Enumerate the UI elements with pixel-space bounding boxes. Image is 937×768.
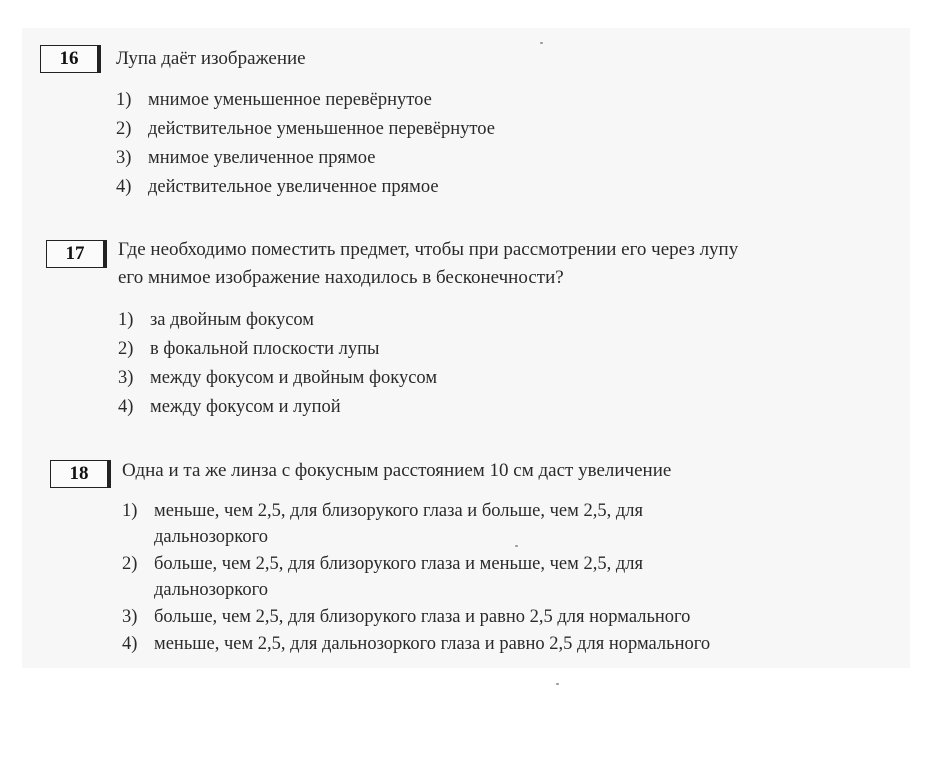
- option-text: больше, чем 2,5, для близорукого глаза и равно 2,5 для нормального: [154, 607, 691, 627]
- option-text-continuation: дальнозоркого: [154, 527, 268, 547]
- answer-option: [118, 364, 437, 393]
- option-text: в фокальной плоскости лупы: [150, 339, 380, 359]
- option-number: 4): [122, 634, 138, 654]
- option-number: 2): [122, 554, 138, 574]
- answer-option: [118, 335, 437, 364]
- option-number: 1): [118, 310, 134, 330]
- option-number: 3): [116, 148, 132, 168]
- option-text-continuation: дальнозоркого: [154, 580, 268, 600]
- option-text: между фокусом и лупой: [150, 397, 341, 417]
- question-number-box: 17: [46, 240, 104, 268]
- option-text: между фокусом и двойным фокусом: [150, 368, 438, 388]
- option-number: 2): [116, 119, 132, 139]
- answer-option: [116, 173, 495, 202]
- option-number: 2): [118, 339, 134, 359]
- answer-option: [122, 604, 854, 630]
- answer-option: [118, 393, 437, 422]
- option-number: 4): [116, 177, 132, 197]
- answer-option: [122, 498, 854, 550]
- answer-options: [122, 498, 854, 658]
- answer-option: [122, 551, 854, 603]
- question-text: Одна и та же линза с фокусным расстоянием 10 см даст увеличение: [122, 460, 672, 481]
- option-number: 1): [122, 501, 138, 521]
- answer-option: [122, 631, 854, 657]
- question-text-line-1: Где необходимо поместить предмет, чтобы при рассмотрении его через лупу: [118, 239, 739, 260]
- answer-option: [116, 144, 495, 173]
- option-text: действительное увеличенное прямое: [148, 177, 439, 197]
- option-text: меньше, чем 2,5, для близорукого глаза и больше, чем 2,5, для: [154, 501, 643, 521]
- option-text: действительное уменьшенное перевёрнутое: [148, 119, 495, 139]
- answer-option: [118, 306, 437, 335]
- option-text: мнимое уменьшенное перевёрнутое: [148, 90, 432, 110]
- option-text: мнимое увеличенное прямое: [148, 148, 376, 168]
- option-text: за двойным фокусом: [150, 310, 315, 330]
- question-number-box: 16: [40, 45, 98, 73]
- scan-speck: [556, 683, 559, 685]
- answer-option: [116, 86, 495, 115]
- question-text-line-2: его мнимое изображение находилось в бесконечности?: [118, 267, 564, 288]
- option-number: 4): [118, 397, 134, 417]
- scan-speck: [540, 42, 543, 44]
- question-number-box: 18: [50, 460, 108, 488]
- option-number: 3): [122, 607, 138, 627]
- answer-option: [116, 115, 495, 144]
- option-number: 3): [118, 368, 134, 388]
- answer-options: [118, 306, 437, 422]
- option-number: 1): [116, 90, 132, 110]
- answer-options: [116, 86, 495, 202]
- option-text: больше, чем 2,5, для близорукого глаза и меньше, чем 2,5, для: [154, 554, 643, 574]
- option-text: меньше, чем 2,5, для дальнозоркого глаза и равно 2,5 для нормального: [154, 634, 711, 654]
- question-text: Лупа даёт изображение: [116, 48, 306, 69]
